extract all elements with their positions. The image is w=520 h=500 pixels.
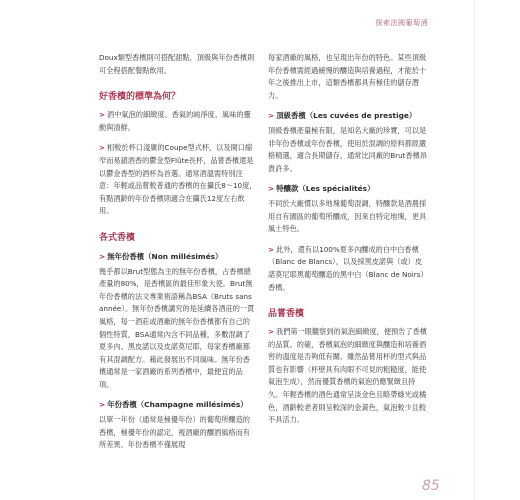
special-paragraph: 不同於大廠慣以多地塊葡萄混調，特釀款是酒農採用自有園區的葡萄所釀成，因來自特定地塊，更具風土特色。 [268,198,427,234]
subtitle-prestige: > 頂級香檳（Les cuvées de prestige） [268,111,417,121]
subtitle-special: > 特釀款（Les spécialités） [268,184,375,194]
arrow-icon: > [99,400,106,410]
running-header: 探索法國葡萄酒 [375,19,428,27]
blanc-paragraph: > 此外，還有以100%夏多內釀成的白中白香檳（Blanc de Blancs），以及採黑皮諾與（或）皮諾莫尼耶黑葡萄釀造的黑中白（Blanc de Noirs）香檳。 [268,244,428,292]
section-title-standard: 好香檳的標準為何？ [99,92,181,103]
section-title-styles: 各式香檳 [99,232,136,243]
page-number: 85 [422,478,440,494]
section-title-tasting: 品嘗香檳 [268,309,305,320]
arrow-icon: > [268,184,275,194]
tasting-paragraph: > 我們第一眼觀察到的氣泡細緻度，便預告了香檳的品質。的確，香檳氣泡的細緻度與釀造和培養酒窖的溫度是否夠低有關。雖然品嘗用杯的型式與品質也有影響（杯壁具有肉眼不可見的粗糙度，能使氣泡生成），然而優質香檳的氣泡仍應緊緻且持久。年輕香檳的酒色通常呈淡金色且略帶綠光或橘色，酒齡較老者則呈較深的金黃色，氣泡較少且較不具活力。 [268,327,427,425]
standard-item-2: > 相較於杯口淺廣的Coupe型式杯，以及開口縮窄而易鎖酒香的鬱金型Flûte長杯，品嘗香檳還是以鬱金香型的酒杯為首選。通常酒溫需特別注意：年輕或品嘗較普通的香檳的在攝氏8～10度，有點酒齡的年份香檳則適合在攝氏12度左右飲用。 [99,143,257,216]
arrow-icon: > [99,143,106,153]
right-column [268,52,428,435]
subtitle-vintage: > 年份香檳（Champagne millésimés） [99,400,248,410]
standard-item-1: > 酒中氣泡的細緻度、香氣的純淨度、風味的靈動與清鮮。 [99,110,251,132]
page-edge [474,0,475,500]
non-vintage-paragraph: 幾乎都以Brut型態為主的無年份香檳，占香檳總產量的80%，是香檳區的最佳形象大使。Brut無年份香檳的法文專業術語稱為BSA（Bruts sans année）。無年份香檳講究的是延續各酒莊的一貫風格，每一酒莊或酒廠的無年份香檳都有自己的個性特質，BSA通常內含不同品種，多數混調了夏多內、黑皮諾以及皮諾莫尼耶，每家香檳廠都有其混調配方。藉此發展出不同風味。無年份香檳通常是一家酒廠的系列香檳中，最便宜的品項。 [99,266,255,389]
arrow-icon: > [268,111,275,121]
prestige-paragraph: 頂級香檳產量極有限，是知名大廠的珍寶，可以是非年份香檳或年份香檳，使用於混調的原料都經嚴格精選，適合長期儲存，通常比同廠的Brut香檳昂貴許多。 [268,125,428,173]
arrow-icon: > [99,110,106,120]
continued-paragraph: 每家酒廠的風格，也呈現出年份的特色。某些頂級年份香檳需經過緩慢的釀造與培養過程，才能於十年之後推出上市，這類香檳都具有極佳的儲存潛力。 [268,53,427,100]
vintage-paragraph: 以單一年份（通常是極優年份）的葡萄所釀造的香檳，極優年份的認定，視酒廠的釀酒風格而有所差異。年份香檳不僅展現 [99,415,250,450]
intro-paragraph: Doux類型香檳則可搭配甜點，頂級與年份香檳則可全程搭配餐點飲用。 [99,53,255,75]
left-column [99,52,257,460]
arrow-icon: > [99,251,106,261]
arrow-icon: > [268,244,275,254]
subtitle-non-vintage: > 無年份香檳（Non millésimés） [99,251,223,261]
arrow-icon: > [268,327,275,337]
